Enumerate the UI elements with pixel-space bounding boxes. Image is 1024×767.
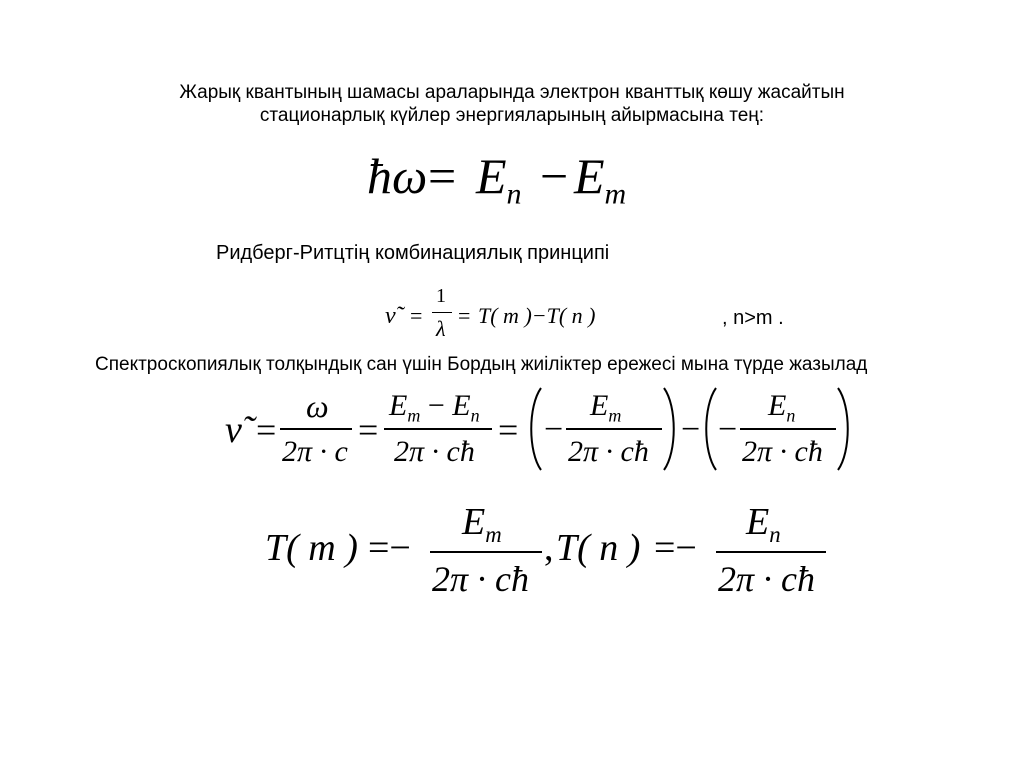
minus-sign: − [718, 411, 738, 448]
right-paren [662, 386, 680, 472]
bohr-rule-line: Спектроскопиялық толқындық сан үшін Бордың жиіліктер ережесі мына түрде жазылад [95, 354, 868, 375]
wavenumber-nu: ν̃ [385, 303, 396, 329]
frac3-numerator: $E_m$ [590, 389, 622, 426]
term-denominator-m: 2π · cħ [432, 559, 530, 599]
equals-minus: =− [654, 527, 697, 569]
intro-line-2: стационарлық күйлер энергияларының айырмасына тең: [259, 105, 765, 126]
intro-line-1: Жарық квантының шамасы араларында электрон кванттық көшу жасайтын [179, 82, 845, 103]
frac1-numerator: ω [306, 388, 329, 424]
term-denominator-n: 2π · cħ [718, 559, 816, 599]
fraction-numerator: 1 [436, 285, 446, 307]
fraction-bar [432, 312, 452, 313]
term-bar-m [430, 551, 542, 553]
frac1-bar [280, 428, 352, 430]
comma: , [544, 527, 554, 569]
term-t-n: T( n ) [556, 527, 641, 569]
frac4-bar [740, 428, 836, 430]
fraction-denominator: λ [436, 316, 446, 341]
frac4-denominator: 2π · cħ [742, 435, 823, 468]
term-numerator-n: $E_n$ [746, 501, 781, 547]
minus-sign: − [540, 148, 569, 204]
term-t-m: T( m ) [265, 527, 358, 569]
frac2-bar [384, 428, 492, 430]
term-numerator-m: $E_m$ [462, 501, 502, 547]
frac2-numerator: $E_m - E_n$ [389, 389, 480, 426]
term-bar-n [716, 551, 826, 553]
frac4-numerator: $E_n$ [768, 389, 796, 426]
wavenumber-nu: ν̃ [225, 409, 242, 451]
frac2-denominator: 2π · cħ [394, 435, 475, 468]
equals-sign: = [410, 303, 423, 328]
equals-sign: = [256, 410, 277, 450]
minus-sign: − [544, 411, 564, 448]
frac3-denominator: 2π · cħ [568, 435, 649, 468]
condition-text: , n>m . [722, 307, 784, 329]
minus-sign: − [681, 411, 701, 448]
rydberg-heading: Ридберг-Ритцтің комбинациялық принципі [216, 242, 610, 264]
right-paren [836, 386, 854, 472]
term-difference: T( m )−T( n ) [478, 303, 596, 328]
equals-minus: =− [368, 527, 411, 569]
equals-sign: = [498, 410, 519, 450]
equals-sign: = [458, 303, 471, 328]
hbar-omega: ħω [367, 148, 428, 204]
left-paren [700, 386, 718, 472]
left-paren [525, 386, 543, 472]
equals-sign: = [428, 148, 457, 204]
energy-e-m: $E_m$ [574, 148, 627, 211]
equals-sign: = [358, 410, 379, 450]
energy-e-n: $E_n$ [476, 148, 522, 211]
frac1-denominator: 2π · c [282, 435, 348, 468]
frac3-bar [566, 428, 662, 430]
